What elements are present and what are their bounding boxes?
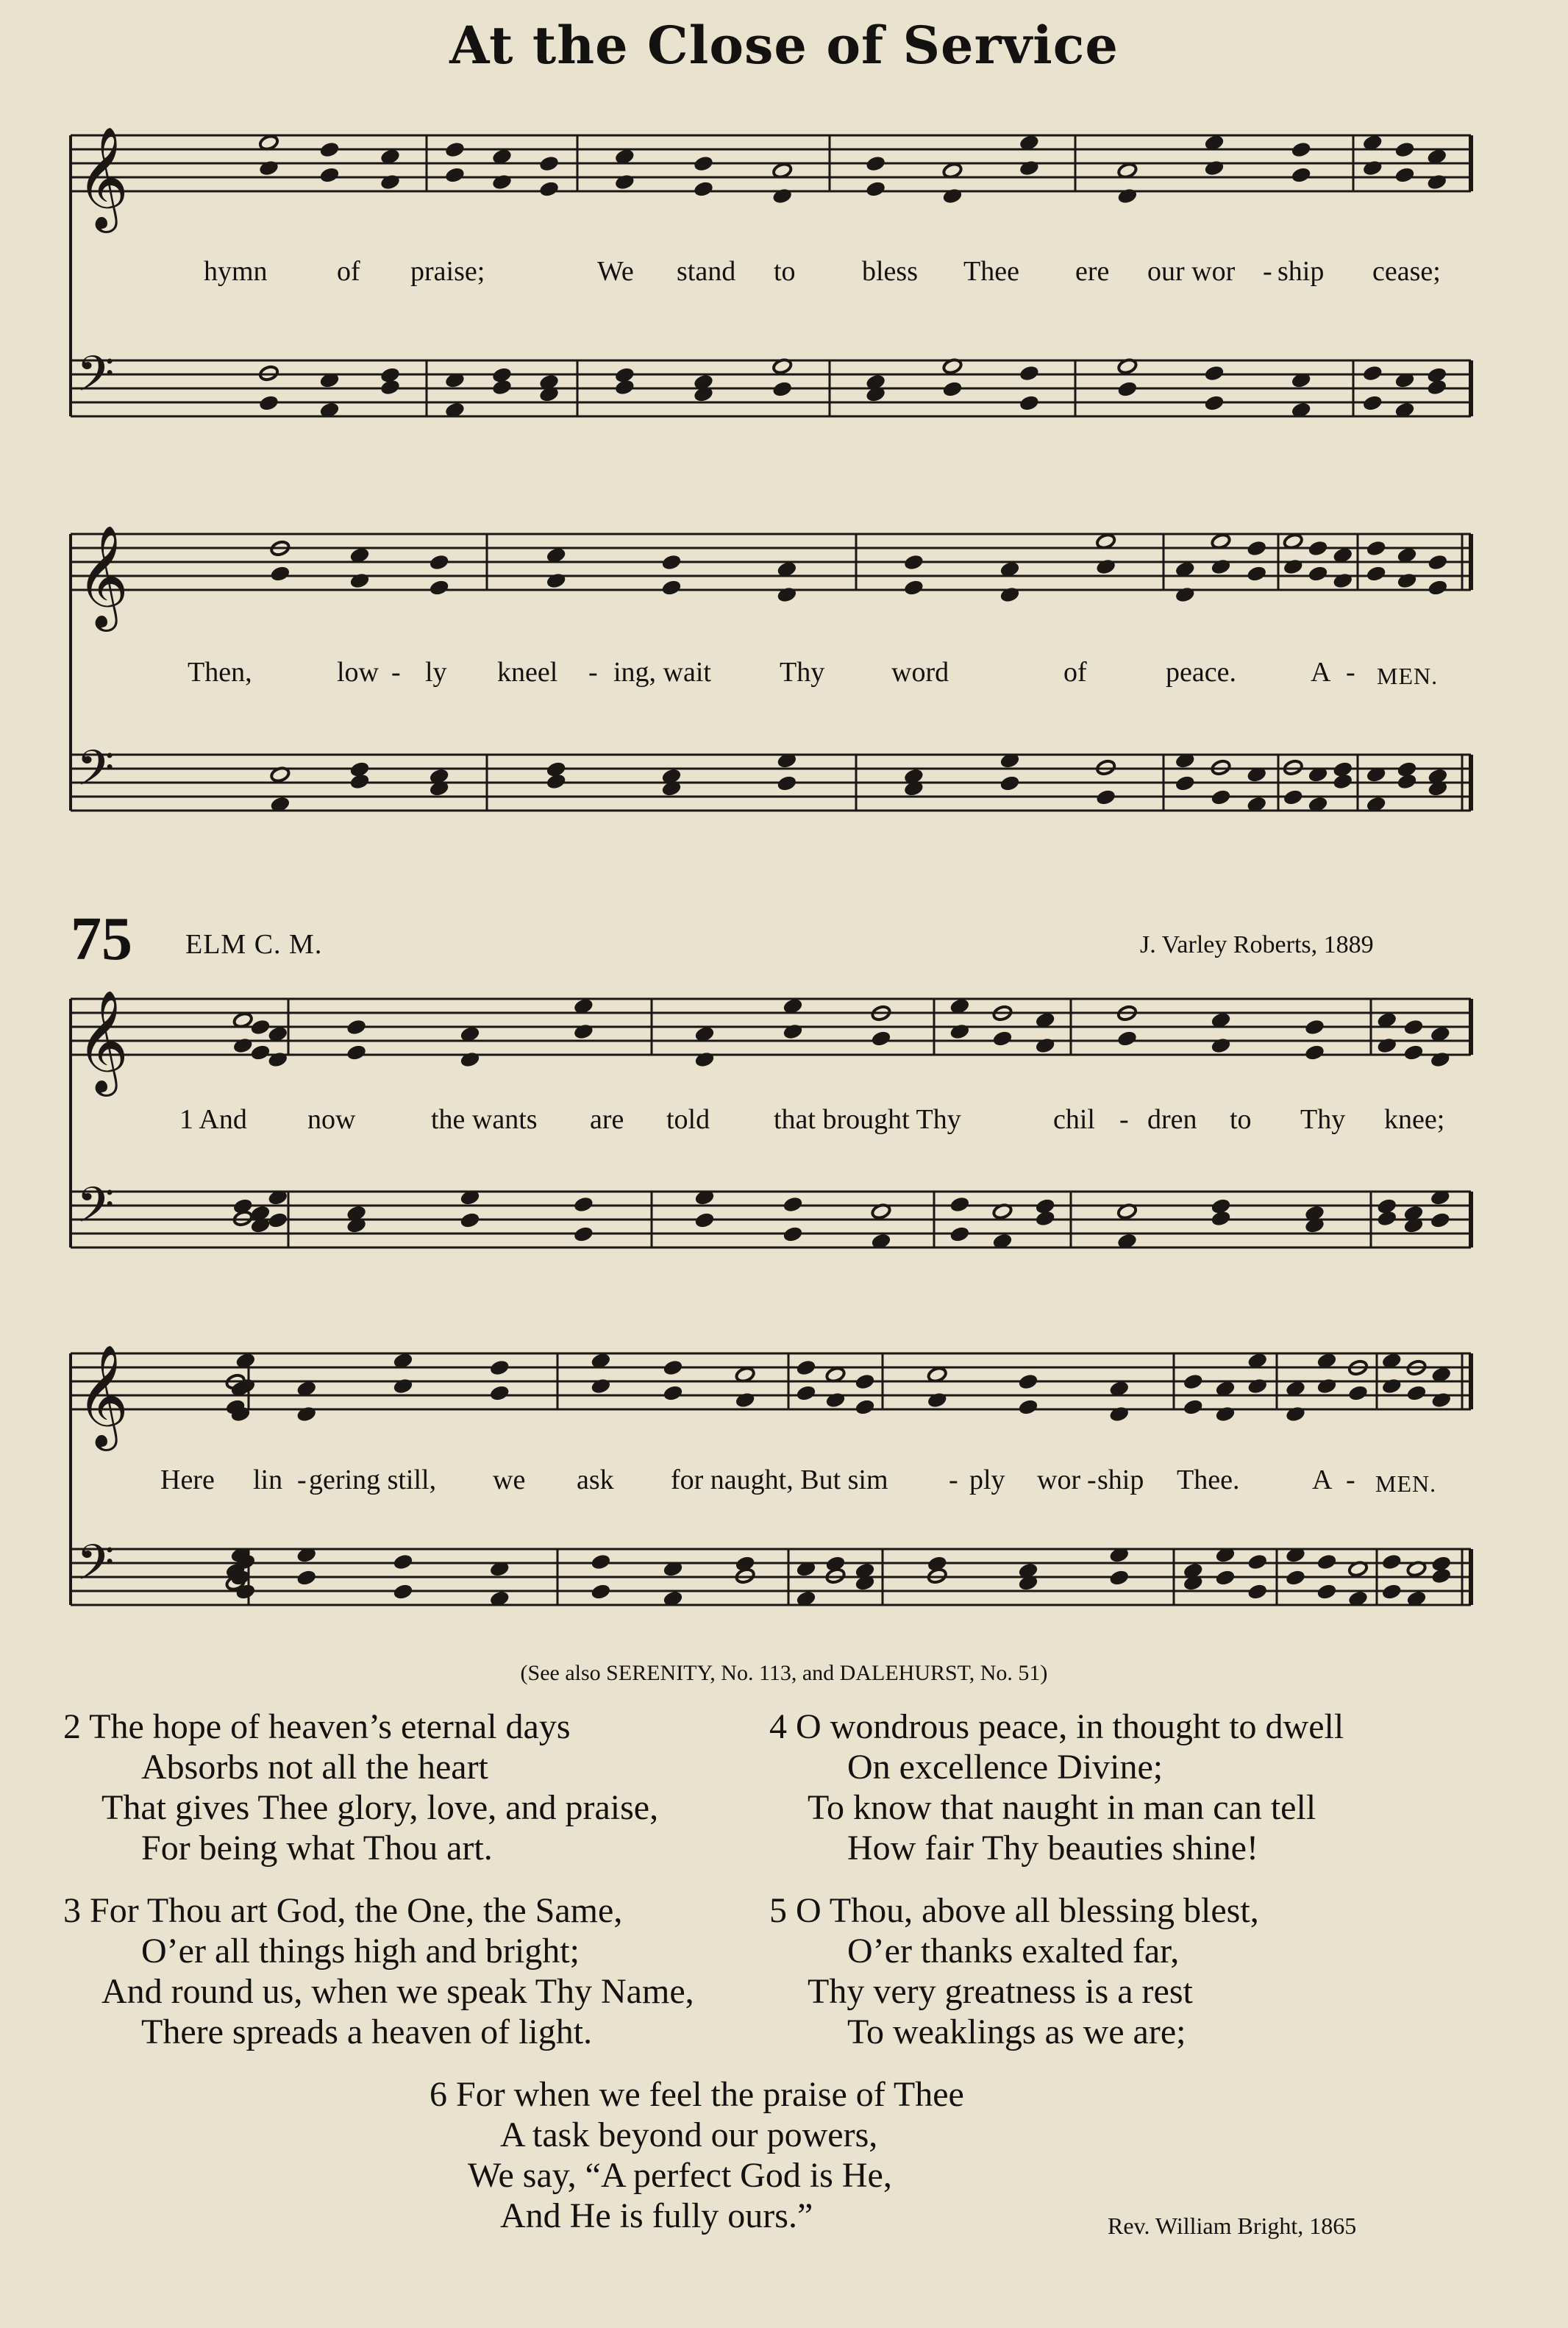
note-head: [573, 1196, 594, 1213]
treble-clef-icon: 𝄞: [76, 1345, 129, 1447]
note-head: [1430, 1211, 1450, 1228]
note-head: [349, 761, 370, 777]
note-head: [999, 775, 1020, 791]
treble-clef-icon: 𝄞: [76, 127, 129, 229]
lyric-hyphen: -: [391, 657, 401, 688]
hymn-number: 75: [71, 905, 132, 973]
note-head: [1183, 1398, 1203, 1415]
note-head: [591, 1553, 611, 1570]
stanza-line: O’er all things high and bright;: [141, 1932, 580, 1971]
note-head: [1283, 558, 1303, 575]
note-head: [1215, 1569, 1236, 1586]
note-head: [1406, 1384, 1427, 1401]
note-head: [661, 554, 682, 571]
note-head: [444, 141, 465, 158]
note-head: [1019, 394, 1039, 411]
note-head: [1304, 1044, 1325, 1061]
lyric-word: Thee: [963, 256, 1019, 287]
note-head: [429, 579, 449, 596]
note-head: [1403, 1044, 1424, 1061]
stanza-number: 3: [63, 1891, 81, 1930]
note-head: [296, 1569, 317, 1586]
note-head: [1247, 1553, 1268, 1570]
section-title: At the Close of Service: [449, 15, 1119, 76]
note-head: [489, 1384, 510, 1401]
author: Rev. William Bright, 1865: [1108, 2213, 1357, 2239]
lyric-word: Here: [160, 1464, 215, 1495]
note-head: [855, 1373, 875, 1390]
note-head: [346, 1044, 367, 1061]
note-head: [235, 1583, 256, 1600]
note-head: [1431, 1555, 1452, 1572]
note-head: [250, 1019, 271, 1036]
lyric-word: we: [493, 1464, 526, 1495]
note-head: [268, 1211, 288, 1228]
lyric-word: now: [307, 1104, 356, 1135]
note-head: [1366, 565, 1386, 582]
note-head: [999, 586, 1020, 603]
note-head: [429, 554, 449, 571]
note-head: [1018, 1373, 1038, 1390]
lyric-word: bless: [862, 256, 918, 287]
lyric-word: peace.: [1166, 657, 1236, 688]
tune-name: ELM C. M.: [185, 929, 323, 960]
note-head: [772, 380, 793, 397]
lyric-hyphen: -: [949, 1464, 958, 1495]
lyric-word: kneel: [497, 657, 558, 688]
note-head: [460, 1051, 480, 1068]
lyric-hyphen: -: [297, 1464, 307, 1495]
lyric-word: to: [1230, 1104, 1252, 1135]
note-head: [1211, 1037, 1231, 1054]
note-head: [1116, 1030, 1137, 1047]
note-head: [1366, 540, 1386, 557]
note-head: [693, 180, 713, 197]
note-head: [772, 188, 793, 204]
note-head: [1117, 188, 1138, 204]
note-head: [591, 1378, 611, 1395]
note-head: [1018, 1398, 1038, 1415]
lyric-word: told: [666, 1104, 710, 1135]
note-head: [783, 1225, 803, 1242]
note-head: [444, 166, 465, 183]
note-head: [1204, 160, 1225, 177]
lyric-word: stand: [677, 256, 736, 287]
lyric-word: ship: [1097, 1464, 1144, 1495]
note-head: [942, 380, 963, 397]
lyric-word: ing, wait: [613, 657, 711, 688]
lyric-word: A: [1312, 1464, 1333, 1495]
note-head: [270, 565, 291, 582]
note-head: [1397, 572, 1417, 589]
note-head: [927, 1392, 947, 1409]
note-head: [694, 1211, 715, 1228]
note-head: [1211, 789, 1231, 805]
note-head: [783, 1023, 803, 1040]
note-head: [949, 1196, 970, 1213]
note-head: [1109, 1406, 1130, 1423]
stanza-line: O’er thanks exalted far,: [847, 1932, 1180, 1971]
stanza-number: 5: [769, 1891, 787, 1930]
lyric-word: hymn: [204, 256, 268, 287]
note-head: [1427, 174, 1447, 191]
note-head: [796, 1359, 816, 1376]
lyric-word: of: [1063, 657, 1087, 688]
note-head: [491, 174, 512, 191]
stanza-2: [63, 1706, 658, 1868]
note-head: [796, 1384, 816, 1401]
note-head: [694, 1051, 715, 1068]
note-head: [1109, 1569, 1130, 1586]
stanza-line: The hope of heaven’s eternal days: [89, 1707, 571, 1746]
see-also-note: (See also SERENITY, No. 113, and DALEHURST, No. 51): [520, 1661, 1048, 1685]
note-head: [903, 554, 924, 571]
note-head: [346, 1019, 367, 1036]
note-head: [1333, 761, 1353, 777]
note-head: [232, 1037, 253, 1054]
note-head: [258, 394, 279, 411]
note-head: [573, 1023, 594, 1040]
stanza-line: On excellence Divine;: [847, 1748, 1163, 1787]
note-head: [1204, 394, 1225, 411]
note-head: [460, 1211, 480, 1228]
lyric-word: the wants: [431, 1104, 538, 1135]
stanza-line: That gives Thee glory, love, and praise,: [101, 1788, 659, 1827]
stanza-line: And He is fully ours.”: [500, 2196, 813, 2235]
note-head: [1427, 366, 1447, 383]
stanza-line: O Thou, above all blessing blest,: [796, 1891, 1259, 1930]
note-head: [777, 586, 797, 603]
note-head: [1247, 1378, 1268, 1395]
lyric-word: ask: [577, 1464, 614, 1495]
note-head: [1362, 394, 1383, 411]
note-head: [1308, 540, 1328, 557]
note-head: [1394, 166, 1415, 183]
stanza-3: [63, 1890, 694, 2052]
note-head: [393, 1583, 413, 1600]
lyric-word: ply: [969, 1464, 1005, 1495]
note-head: [949, 1225, 970, 1242]
lyric-word: gering still,: [309, 1464, 437, 1495]
note-head: [379, 174, 400, 191]
lyric-hyphen: -: [1346, 657, 1355, 688]
note-head: [1316, 1583, 1337, 1600]
note-head: [1381, 1553, 1402, 1570]
note-head: [1316, 1378, 1337, 1395]
lyric-word: cease;: [1372, 256, 1441, 287]
lyric-word: 1 And: [179, 1104, 247, 1135]
note-head: [1285, 1569, 1305, 1586]
note-head: [1285, 1406, 1305, 1423]
stanza-line: To weaklings as we are;: [847, 2012, 1186, 2051]
note-head: [1316, 1553, 1337, 1570]
lyric-word: MEN.: [1375, 1470, 1437, 1497]
note-head: [539, 180, 560, 197]
note-head: [393, 1553, 413, 1570]
note-head: [1394, 141, 1415, 158]
note-head: [1211, 1197, 1231, 1214]
note-head: [1035, 1197, 1055, 1214]
stanza-number: 2: [63, 1707, 81, 1746]
note-head: [1183, 1373, 1203, 1390]
note-head: [992, 1030, 1013, 1047]
stanza-line: To know that naught in man can tell: [808, 1788, 1316, 1827]
note-head: [866, 155, 886, 172]
note-head: [296, 1406, 317, 1423]
note-head: [1381, 1583, 1402, 1600]
note-head: [1019, 365, 1039, 382]
lyric-word: word: [891, 657, 949, 688]
note-head: [1247, 540, 1267, 557]
note-head: [1377, 1037, 1397, 1054]
note-head: [777, 775, 797, 791]
lyric-word: low: [337, 657, 379, 688]
note-head: [903, 579, 924, 596]
note-head: [1428, 579, 1448, 596]
note-head: [1175, 775, 1195, 791]
note-head: [1291, 141, 1311, 158]
note-head: [489, 1359, 510, 1376]
lyric-word: wor: [1037, 1464, 1081, 1495]
treble-clef-icon: 𝄞: [76, 990, 129, 1092]
note-head: [1428, 554, 1448, 571]
lyric-word: dren: [1147, 1104, 1197, 1135]
lyric-word: lin: [253, 1464, 283, 1495]
lyric-word: ship: [1277, 256, 1325, 287]
note-head: [661, 579, 682, 596]
note-head: [1096, 789, 1116, 805]
note-head: [591, 1583, 611, 1600]
note-head: [1333, 572, 1353, 589]
stanza-line: And round us, when we speak Thy Name,: [101, 1972, 694, 2011]
lyric-word: that brought Thy: [774, 1104, 961, 1135]
note-head: [319, 141, 340, 158]
stanza-line: Thy very greatness is a rest: [808, 1972, 1193, 2011]
note-head: [1308, 565, 1328, 582]
stanza-line: O wondrous peace, in thought to dwell: [796, 1707, 1344, 1746]
note-head: [614, 366, 635, 383]
lyric-word: ere: [1075, 256, 1110, 287]
bass-clef-icon: 𝄢: [76, 1177, 115, 1245]
note-head: [1431, 1392, 1452, 1409]
lyric-word: to: [774, 256, 796, 287]
note-head: [379, 366, 400, 383]
note-head: [491, 366, 512, 383]
note-head: [735, 1392, 755, 1409]
lyric-word: Thee.: [1177, 1464, 1240, 1495]
note-head: [1347, 1384, 1368, 1401]
note-head: [1019, 160, 1039, 177]
note-head: [573, 1225, 594, 1242]
note-head: [1381, 1378, 1402, 1395]
lyric-word: praise;: [410, 256, 485, 287]
stanza-line: There spreads a heaven of light.: [141, 2012, 593, 2051]
stanza-line: For Thou art God, the One, the Same,: [90, 1891, 623, 1930]
stanza-6: [430, 2074, 964, 2236]
note-head: [1397, 761, 1417, 777]
note-head: [1362, 160, 1383, 177]
note-head: [1283, 789, 1303, 805]
note-head: [546, 572, 566, 589]
note-head: [349, 572, 370, 589]
stanza-line: For being what Thou art.: [141, 1829, 493, 1868]
note-head: [250, 1044, 271, 1061]
note-head: [1403, 1019, 1424, 1036]
note-head: [942, 188, 963, 204]
note-head: [783, 1196, 803, 1213]
note-head: [663, 1384, 683, 1401]
stanza-number: 4: [769, 1707, 787, 1746]
lyric-word: our wor: [1147, 256, 1236, 287]
note-head: [1362, 365, 1383, 382]
treble-clef-icon: 𝄞: [76, 525, 129, 627]
note-head: [1291, 166, 1311, 183]
lyric-word: MEN.: [1377, 663, 1439, 689]
note-head: [825, 1392, 846, 1409]
lyric-hyphen: -: [588, 657, 598, 688]
note-head: [1211, 558, 1231, 575]
note-head: [393, 1378, 413, 1395]
stanza-line: For when we feel the praise of Thee: [456, 2075, 964, 2114]
lyric-hyphen: -: [1119, 1104, 1129, 1135]
lyric-hyphen: -: [1087, 1464, 1097, 1495]
lyric-word: Then,: [188, 657, 252, 688]
lyric-word: are: [590, 1104, 624, 1135]
note-head: [1175, 586, 1195, 603]
note-head: [319, 166, 340, 183]
bass-clef-icon: 𝄢: [76, 346, 115, 414]
note-head: [949, 1023, 970, 1040]
note-head: [1035, 1037, 1055, 1054]
stanza-number: 6: [430, 2075, 447, 2114]
note-head: [1215, 1406, 1236, 1423]
stanza-line: A task beyond our powers,: [500, 2115, 878, 2154]
note-head: [866, 180, 886, 197]
stanza-line: We say, “A perfect God is He,: [468, 2156, 892, 2195]
note-head: [614, 174, 635, 191]
stanza-5: [769, 1890, 1259, 2052]
lyric-word: for naught, But sim: [671, 1464, 888, 1495]
note-head: [1430, 1051, 1450, 1068]
note-head: [855, 1398, 875, 1415]
note-head: [546, 761, 566, 777]
lyric-hyphen: -: [1346, 1464, 1355, 1495]
stanza-line: Absorbs not all the heart: [141, 1748, 488, 1787]
note-head: [1377, 1197, 1397, 1214]
lyric-word: chil: [1053, 1104, 1095, 1135]
note-head: [1247, 565, 1267, 582]
note-head: [539, 155, 560, 172]
lyric-word: Thy: [1300, 1104, 1346, 1135]
lyric-word: knee;: [1384, 1104, 1445, 1135]
note-head: [258, 160, 279, 177]
note-head: [1096, 558, 1116, 575]
note-head: [1117, 380, 1138, 397]
lyric-word: of: [337, 256, 360, 287]
note-head: [1304, 1019, 1325, 1036]
bass-clef-icon: 𝄢: [76, 740, 115, 808]
note-head: [1204, 365, 1225, 382]
lyric-hyphen: -: [1263, 256, 1272, 287]
note-head: [663, 1359, 683, 1376]
lyric-word: We: [597, 256, 634, 287]
note-head: [693, 155, 713, 172]
stanza-line: How fair Thy beauties shine!: [847, 1829, 1258, 1868]
lyric-word: Thy: [780, 657, 825, 688]
stanza-4: [769, 1706, 1344, 1868]
note-head: [1247, 1583, 1268, 1600]
lyric-word: ly: [425, 657, 447, 688]
composer: J. Varley Roberts, 1889: [1140, 931, 1374, 958]
note-head: [871, 1030, 891, 1047]
lyric-word: A: [1311, 657, 1331, 688]
bass-clef-icon: 𝄢: [76, 1534, 115, 1603]
note-head: [268, 1051, 288, 1068]
